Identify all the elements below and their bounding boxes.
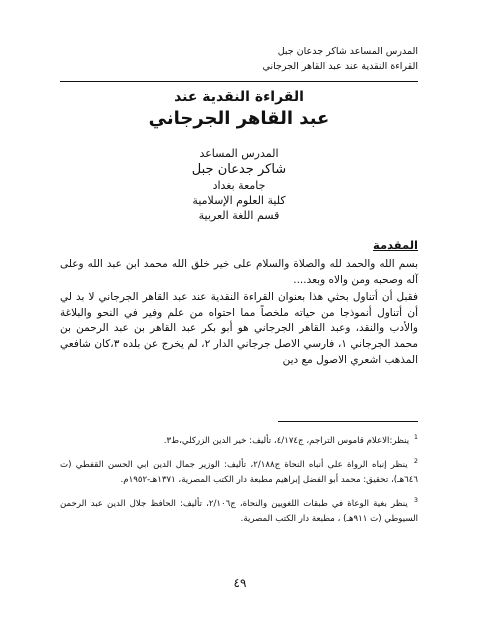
header-rule xyxy=(60,81,418,82)
footnote-number: 2 xyxy=(413,457,418,466)
footnote-text: ينظر بغية الوعاة في طبقات اللغويين والنحاة، ج٢/١٠٦، تأليف: الحافظ جلال الدين عبد الرحمن السيوطي (ت ٩١١هـ) ، مطبعة دار الكتب المصرية. xyxy=(60,499,418,524)
author-block xyxy=(60,146,418,223)
author-university: جامعة بغداد xyxy=(212,179,266,192)
author-rank: المدرس المساعد xyxy=(199,147,279,160)
footnote-rule xyxy=(278,421,418,422)
footnote-text: ينظر إنباه الرواة على أنباه النحاة ج٢/١٨٨، تأليف: الوزير جمال الدين ابي الحسن القفطي (ت ٦٤٦هـ)، تحقيق: محمد أبو الفضل إبراهيم مطبعة دار الكتب المصرية، ١٣٧١هـ-١٩٥٢م. xyxy=(60,460,418,485)
footnote xyxy=(60,430,418,448)
footnote-number: 3 xyxy=(413,496,418,505)
paragraph: فقبل أن أتناول بحثي هذا بعنوان القراءة النقدية عند عبد القاهر الجرجاني لا بد لي أن أتناول أنموذجا من حياته ملخصاً مما احتواه من علم وفير في النحو والبلاغة والأدب والنقد، وعبد القاهر الجرجاني هو أبو بكر عبد القاهر بن عبد الرحمن بن محمد الجرجاني ١، فارسي الاصل جرجاني الدار ٢، لم يخرج عن بلده ٣،كان شافعي المذهب اشعري الاصول مع دين xyxy=(60,291,418,366)
footnote-text: ينظر:الاعلام قاموس التراجم، ج٤/١٧٤، تأليف: خير الدين الزركلي،ط٣. xyxy=(163,435,410,446)
footnotes xyxy=(60,430,418,532)
paper-title-line1: القراءة النقدية عند xyxy=(174,89,304,105)
footnote-number: 1 xyxy=(413,433,418,441)
author-name: شاكر جدعان جبل xyxy=(191,162,287,177)
footnote xyxy=(60,493,418,526)
paper-title-line2: عبد القاهر الجرجاني xyxy=(148,108,330,129)
paragraph: بسم الله والحمد لله والصلاة والسلام على خير خلق الله محمد ابن عبد الله وعلى آله وصحبه ومن والاه وبعد.... xyxy=(60,258,418,286)
footnote xyxy=(60,454,418,487)
running-head-title: القراءة النقدية عند عبد القاهر الجرجاني xyxy=(262,61,418,72)
body-text xyxy=(60,257,418,370)
page-number: ٤٩ xyxy=(233,576,247,590)
author-department: قسم اللغة العربية xyxy=(198,209,280,222)
running-head xyxy=(58,44,418,74)
running-head-author: المدرس المساعد شاكر جدعان جبل xyxy=(277,46,418,57)
section-heading-introduction: المقدمة xyxy=(373,238,418,252)
author-college: كلية العلوم الإسلامية xyxy=(192,194,286,207)
